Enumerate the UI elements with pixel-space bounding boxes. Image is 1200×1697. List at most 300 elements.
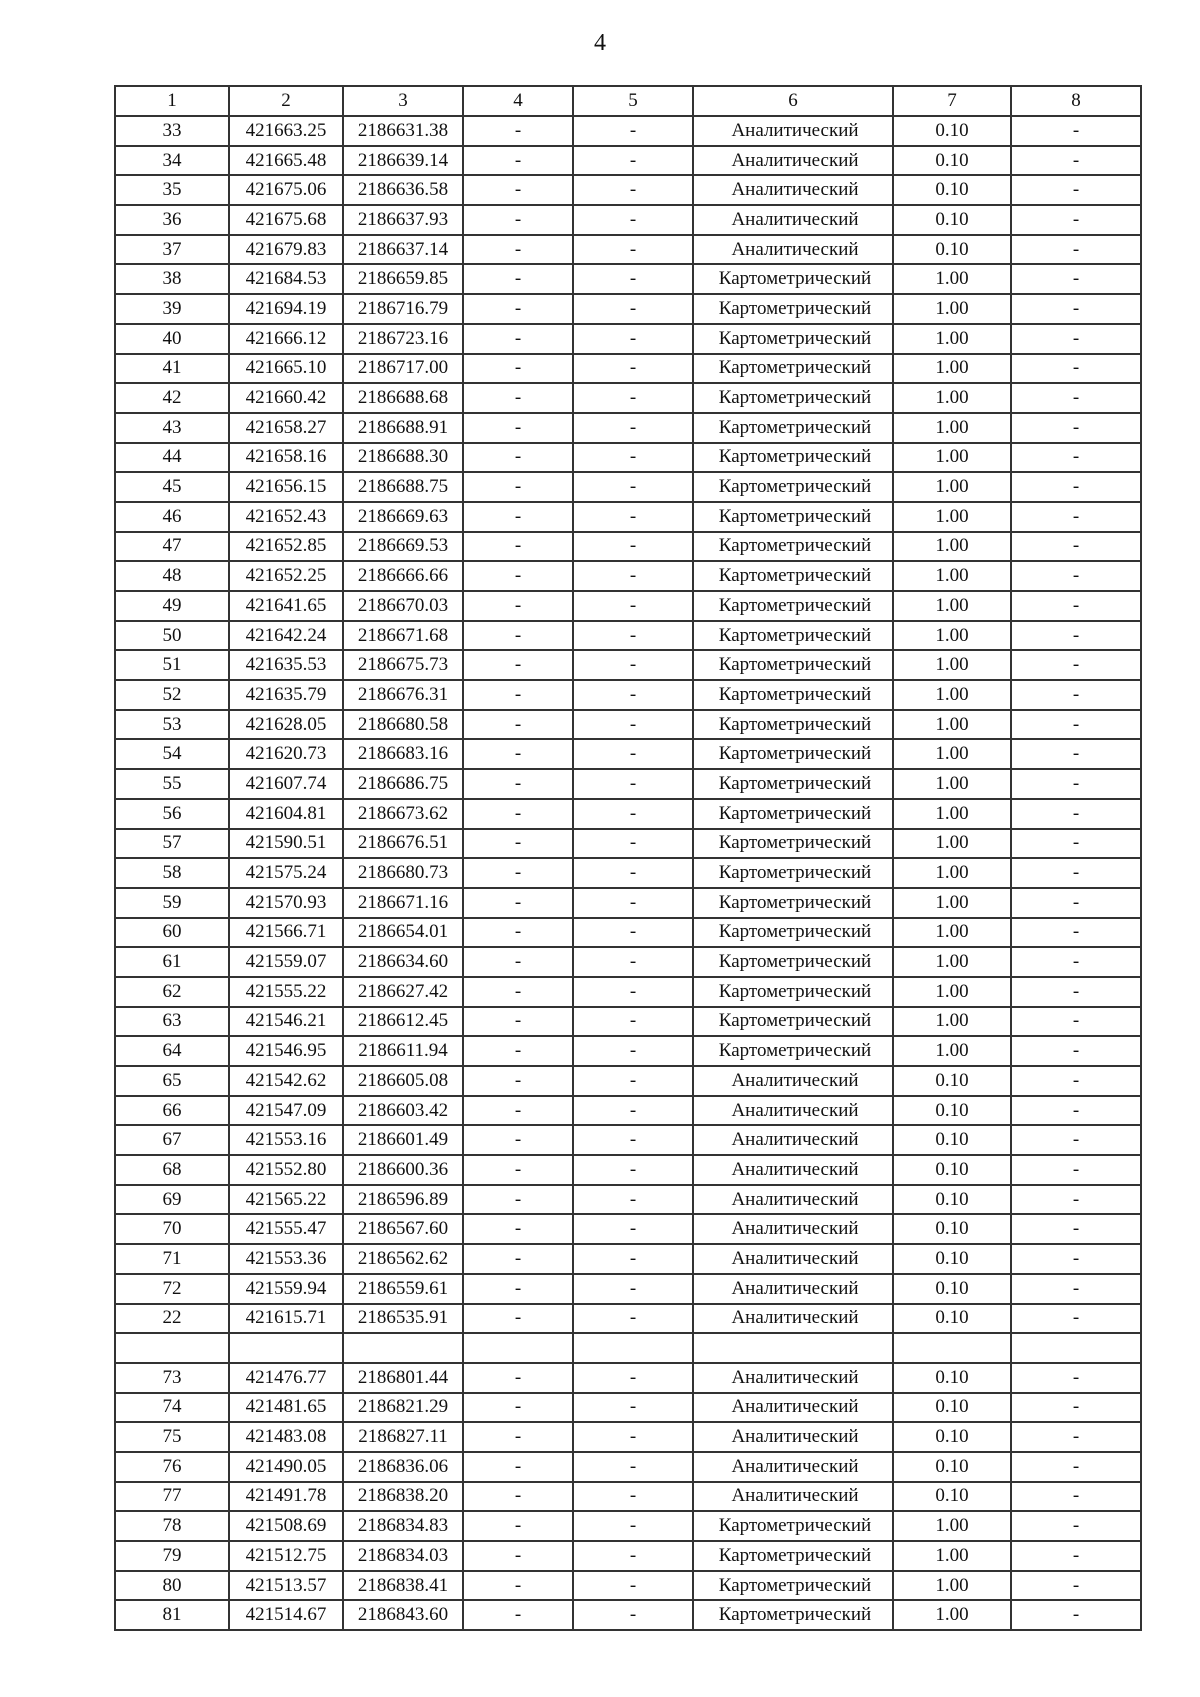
point-number-cell: 61 (115, 947, 229, 977)
accuracy-cell: 1.00 (893, 294, 1011, 324)
x-coordinate-cell: 421628.05 (229, 710, 343, 740)
table-row (115, 1244, 1141, 1274)
table-row (115, 1600, 1141, 1630)
point-number-cell: 77 (115, 1482, 229, 1512)
y-coordinate-cell: 2186562.62 (343, 1244, 463, 1274)
table-row (115, 1185, 1141, 1215)
accuracy-cell: 1.00 (893, 829, 1011, 859)
point-number-cell: 52 (115, 680, 229, 710)
y-coordinate-cell: 2186659.85 (343, 264, 463, 294)
col5-value-cell: - (573, 888, 693, 918)
col4-value-cell: - (463, 413, 573, 443)
y-coordinate-cell: 2186605.08 (343, 1066, 463, 1096)
y-coordinate-cell: 2186843.60 (343, 1600, 463, 1630)
col8-value-cell: - (1011, 1155, 1141, 1185)
table-row (115, 799, 1141, 829)
table-row (115, 977, 1141, 1007)
table-row (115, 235, 1141, 265)
method-cell: Аналитический (693, 1244, 893, 1274)
accuracy-cell: 1.00 (893, 264, 1011, 294)
col4-value-cell: - (463, 1511, 573, 1541)
accuracy-cell: 1.00 (893, 561, 1011, 591)
method-cell: Картометрический (693, 858, 893, 888)
col8-value-cell: - (1011, 354, 1141, 384)
point-number-cell: 64 (115, 1036, 229, 1066)
col8-value-cell: - (1011, 621, 1141, 651)
col5-value-cell: - (573, 829, 693, 859)
x-coordinate-cell: 421514.67 (229, 1600, 343, 1630)
method-cell: Аналитический (693, 1096, 893, 1126)
col8-value-cell: - (1011, 977, 1141, 1007)
accuracy-cell: 1.00 (893, 888, 1011, 918)
x-coordinate-cell: 421679.83 (229, 235, 343, 265)
point-number-cell: 41 (115, 354, 229, 384)
point-number-cell: 71 (115, 1244, 229, 1274)
table-row (115, 264, 1141, 294)
table-row (115, 1422, 1141, 1452)
col8-value-cell: - (1011, 383, 1141, 413)
table-row (115, 769, 1141, 799)
y-coordinate-cell: 2186535.91 (343, 1304, 463, 1334)
col4-value-cell: - (463, 1482, 573, 1512)
x-coordinate-cell: 421547.09 (229, 1096, 343, 1126)
table-row (115, 205, 1141, 235)
col4-value-cell: - (463, 1155, 573, 1185)
col5-value-cell: - (573, 591, 693, 621)
table-row (115, 1066, 1141, 1096)
x-coordinate-cell: 421565.22 (229, 1185, 343, 1215)
col4-value-cell: - (463, 502, 573, 532)
x-coordinate-cell: 421660.42 (229, 383, 343, 413)
col5-value-cell: - (573, 175, 693, 205)
col8-value-cell: - (1011, 413, 1141, 443)
col4-value-cell: - (463, 443, 573, 473)
point-number-cell: 76 (115, 1452, 229, 1482)
accuracy-cell: 0.10 (893, 116, 1011, 146)
y-coordinate-cell: 2186834.83 (343, 1511, 463, 1541)
col4-value-cell: - (463, 918, 573, 948)
method-cell: Картометрический (693, 710, 893, 740)
accuracy-cell: 0.10 (893, 1422, 1011, 1452)
x-coordinate-cell: 421642.24 (229, 621, 343, 651)
col4-value-cell: - (463, 1393, 573, 1423)
col8-value-cell: - (1011, 1214, 1141, 1244)
accuracy-cell: 0.10 (893, 1482, 1011, 1512)
method-cell: Картометрический (693, 739, 893, 769)
y-coordinate-cell: 2186683.16 (343, 739, 463, 769)
col5-value-cell: - (573, 413, 693, 443)
col4-value-cell: - (463, 1541, 573, 1571)
table-row (115, 383, 1141, 413)
col5-value-cell: - (573, 1155, 693, 1185)
y-coordinate-cell: 2186596.89 (343, 1185, 463, 1215)
method-cell: Аналитический (693, 1422, 893, 1452)
point-number-cell: 38 (115, 264, 229, 294)
x-coordinate-cell: 421607.74 (229, 769, 343, 799)
col5-value-cell: - (573, 769, 693, 799)
method-cell: Картометрический (693, 918, 893, 948)
point-number-cell: 51 (115, 650, 229, 680)
page-number: 4 (594, 30, 606, 56)
y-coordinate-cell: 2186688.91 (343, 413, 463, 443)
method-cell: Картометрический (693, 383, 893, 413)
point-number-cell: 75 (115, 1422, 229, 1452)
col8-value-cell: - (1011, 1244, 1141, 1274)
accuracy-cell: 0.10 (893, 1244, 1011, 1274)
point-number-cell: 74 (115, 1393, 229, 1423)
y-coordinate-cell: 2186567.60 (343, 1214, 463, 1244)
accuracy-cell: 0.10 (893, 1452, 1011, 1482)
y-coordinate-cell: 2186675.73 (343, 650, 463, 680)
y-coordinate-cell: 2186603.42 (343, 1096, 463, 1126)
point-number-cell: 34 (115, 146, 229, 176)
y-coordinate-cell: 2186680.73 (343, 858, 463, 888)
col8-value-cell: - (1011, 858, 1141, 888)
x-coordinate-cell: 421476.77 (229, 1363, 343, 1393)
col5-value-cell: - (573, 858, 693, 888)
accuracy-cell: 1.00 (893, 502, 1011, 532)
y-coordinate-cell: 2186676.31 (343, 680, 463, 710)
col5-value-cell: - (573, 146, 693, 176)
col4-value-cell: - (463, 472, 573, 502)
col4-value-cell: - (463, 947, 573, 977)
col8-value-cell: - (1011, 235, 1141, 265)
y-coordinate-cell: 2186688.75 (343, 472, 463, 502)
table-body (115, 116, 1141, 1630)
method-cell: Картометрический (693, 354, 893, 384)
method-cell: Картометрический (693, 532, 893, 562)
point-number-cell: 79 (115, 1541, 229, 1571)
accuracy-cell: 0.10 (893, 1185, 1011, 1215)
method-cell: Картометрический (693, 561, 893, 591)
table-row (115, 1482, 1141, 1512)
col8-value-cell: - (1011, 591, 1141, 621)
accuracy-cell: 1.00 (893, 354, 1011, 384)
accuracy-cell: 1.00 (893, 1007, 1011, 1037)
x-coordinate-cell: 421542.62 (229, 1066, 343, 1096)
col5-value-cell: - (573, 1482, 693, 1512)
point-number-cell: 56 (115, 799, 229, 829)
y-coordinate-cell: 2186716.79 (343, 294, 463, 324)
y-coordinate-cell: 2186723.16 (343, 324, 463, 354)
header-cell: 7 (893, 86, 1011, 116)
method-cell: Картометрический (693, 1600, 893, 1630)
col4-value-cell: - (463, 1125, 573, 1155)
y-coordinate-cell: 2186669.63 (343, 502, 463, 532)
col5-value-cell: - (573, 799, 693, 829)
point-number-cell: 65 (115, 1066, 229, 1096)
method-cell: Картометрический (693, 1571, 893, 1601)
col4-value-cell: - (463, 1244, 573, 1274)
col8-value-cell: - (1011, 532, 1141, 562)
y-coordinate-cell: 2186559.61 (343, 1274, 463, 1304)
point-number-cell: 36 (115, 205, 229, 235)
x-coordinate-cell: 421570.93 (229, 888, 343, 918)
accuracy-cell: 1.00 (893, 650, 1011, 680)
col8-value-cell: - (1011, 1600, 1141, 1630)
x-coordinate-cell: 421546.95 (229, 1036, 343, 1066)
point-number-cell: 50 (115, 621, 229, 651)
table-row (115, 1333, 1141, 1363)
col8-value-cell: - (1011, 146, 1141, 176)
x-coordinate-cell: 421694.19 (229, 294, 343, 324)
y-coordinate-cell: 2186671.68 (343, 621, 463, 651)
coordinates-table (114, 85, 1142, 1631)
col5-value-cell: - (573, 1274, 693, 1304)
table-row (115, 1511, 1141, 1541)
col4-value-cell: - (463, 769, 573, 799)
table-row (115, 472, 1141, 502)
col4-value-cell: - (463, 146, 573, 176)
col4-value-cell: - (463, 1422, 573, 1452)
method-cell: Картометрический (693, 650, 893, 680)
point-number-cell: 57 (115, 829, 229, 859)
point-number-cell: 69 (115, 1185, 229, 1215)
y-coordinate-cell: 2186680.58 (343, 710, 463, 740)
y-coordinate-cell: 2186838.41 (343, 1571, 463, 1601)
point-number-cell: 78 (115, 1511, 229, 1541)
accuracy-cell: 0.10 (893, 1066, 1011, 1096)
table-row (115, 591, 1141, 621)
y-coordinate-cell: 2186821.29 (343, 1393, 463, 1423)
accuracy-cell: 1.00 (893, 591, 1011, 621)
col4-value-cell: - (463, 324, 573, 354)
accuracy-cell: 0.10 (893, 1214, 1011, 1244)
table-header-row (115, 86, 1141, 116)
method-cell: Картометрический (693, 591, 893, 621)
accuracy-cell: 1.00 (893, 799, 1011, 829)
accuracy-cell: 1.00 (893, 1036, 1011, 1066)
method-cell: Аналитический (693, 116, 893, 146)
table-row (115, 1571, 1141, 1601)
x-coordinate-cell (229, 1333, 343, 1363)
col8-value-cell: - (1011, 1274, 1141, 1304)
method-cell: Картометрический (693, 264, 893, 294)
y-coordinate-cell: 2186717.00 (343, 354, 463, 384)
table-row (115, 1036, 1141, 1066)
x-coordinate-cell: 421575.24 (229, 858, 343, 888)
x-coordinate-cell: 421652.43 (229, 502, 343, 532)
col8-value-cell: - (1011, 1066, 1141, 1096)
accuracy-cell: 0.10 (893, 1304, 1011, 1334)
method-cell: Аналитический (693, 175, 893, 205)
method-cell: Аналитический (693, 1066, 893, 1096)
table-row (115, 1393, 1141, 1423)
col8-value-cell: - (1011, 205, 1141, 235)
y-coordinate-cell: 2186627.42 (343, 977, 463, 1007)
col5-value-cell: - (573, 1452, 693, 1482)
col4-value-cell: - (463, 1363, 573, 1393)
col5-value-cell: - (573, 1393, 693, 1423)
method-cell: Картометрический (693, 413, 893, 443)
col4-value-cell: - (463, 116, 573, 146)
col8-value-cell: - (1011, 1007, 1141, 1037)
accuracy-cell (893, 1333, 1011, 1363)
accuracy-cell: 1.00 (893, 383, 1011, 413)
y-coordinate-cell (343, 1333, 463, 1363)
col4-value-cell: - (463, 739, 573, 769)
col4-value-cell: - (463, 175, 573, 205)
point-number-cell: 55 (115, 769, 229, 799)
point-number-cell: 43 (115, 413, 229, 443)
table-row (115, 858, 1141, 888)
point-number-cell: 46 (115, 502, 229, 532)
accuracy-cell: 1.00 (893, 739, 1011, 769)
col8-value-cell: - (1011, 1125, 1141, 1155)
col4-value-cell: - (463, 977, 573, 1007)
col4-value-cell: - (463, 829, 573, 859)
accuracy-cell: 0.10 (893, 1393, 1011, 1423)
point-number-cell: 22 (115, 1304, 229, 1334)
point-number-cell: 35 (115, 175, 229, 205)
x-coordinate-cell: 421552.80 (229, 1155, 343, 1185)
col8-value-cell: - (1011, 1452, 1141, 1482)
col4-value-cell: - (463, 354, 573, 384)
col5-value-cell (573, 1333, 693, 1363)
y-coordinate-cell: 2186666.66 (343, 561, 463, 591)
col5-value-cell: - (573, 1096, 693, 1126)
col5-value-cell: - (573, 294, 693, 324)
x-coordinate-cell: 421513.57 (229, 1571, 343, 1601)
table-row (115, 947, 1141, 977)
point-number-cell: 48 (115, 561, 229, 591)
accuracy-cell: 0.10 (893, 1125, 1011, 1155)
point-number-cell: 58 (115, 858, 229, 888)
point-number-cell: 54 (115, 739, 229, 769)
x-coordinate-cell: 421615.71 (229, 1304, 343, 1334)
x-coordinate-cell: 421491.78 (229, 1482, 343, 1512)
accuracy-cell: 1.00 (893, 769, 1011, 799)
table-row (115, 502, 1141, 532)
accuracy-cell: 1.00 (893, 710, 1011, 740)
col5-value-cell: - (573, 1244, 693, 1274)
x-coordinate-cell: 421559.07 (229, 947, 343, 977)
col4-value-cell: - (463, 591, 573, 621)
point-number-cell: 59 (115, 888, 229, 918)
table-row (115, 413, 1141, 443)
x-coordinate-cell: 421566.71 (229, 918, 343, 948)
table-row (115, 1007, 1141, 1037)
col8-value-cell: - (1011, 1393, 1141, 1423)
col5-value-cell: - (573, 1363, 693, 1393)
point-number-cell: 47 (115, 532, 229, 562)
col5-value-cell: - (573, 977, 693, 1007)
method-cell: Аналитический (693, 205, 893, 235)
col5-value-cell: - (573, 383, 693, 413)
accuracy-cell: 0.10 (893, 175, 1011, 205)
col8-value-cell: - (1011, 175, 1141, 205)
table-row (115, 561, 1141, 591)
col4-value-cell: - (463, 858, 573, 888)
table-row (115, 621, 1141, 651)
table-row (115, 888, 1141, 918)
point-number-cell: 53 (115, 710, 229, 740)
col4-value-cell: - (463, 264, 573, 294)
x-coordinate-cell: 421684.53 (229, 264, 343, 294)
table-row (115, 710, 1141, 740)
table-row (115, 1304, 1141, 1334)
point-number-cell: 45 (115, 472, 229, 502)
col5-value-cell: - (573, 1185, 693, 1215)
col4-value-cell: - (463, 799, 573, 829)
x-coordinate-cell: 421483.08 (229, 1422, 343, 1452)
table-row (115, 829, 1141, 859)
x-coordinate-cell: 421635.79 (229, 680, 343, 710)
x-coordinate-cell: 421512.75 (229, 1541, 343, 1571)
x-coordinate-cell: 421658.27 (229, 413, 343, 443)
point-number-cell: 67 (115, 1125, 229, 1155)
col8-value-cell: - (1011, 680, 1141, 710)
col5-value-cell: - (573, 561, 693, 591)
col8-value-cell (1011, 1333, 1141, 1363)
y-coordinate-cell: 2186612.45 (343, 1007, 463, 1037)
point-number-cell: 39 (115, 294, 229, 324)
col8-value-cell: - (1011, 264, 1141, 294)
col4-value-cell (463, 1333, 573, 1363)
col4-value-cell: - (463, 1066, 573, 1096)
col8-value-cell: - (1011, 799, 1141, 829)
col5-value-cell: - (573, 680, 693, 710)
accuracy-cell: 1.00 (893, 947, 1011, 977)
point-number-cell: 40 (115, 324, 229, 354)
method-cell: Картометрический (693, 621, 893, 651)
table-row (115, 1096, 1141, 1126)
col5-value-cell: - (573, 739, 693, 769)
col8-value-cell: - (1011, 324, 1141, 354)
accuracy-cell: 1.00 (893, 1600, 1011, 1630)
col8-value-cell: - (1011, 739, 1141, 769)
x-coordinate-cell: 421508.69 (229, 1511, 343, 1541)
col4-value-cell: - (463, 1096, 573, 1126)
col4-value-cell: - (463, 383, 573, 413)
x-coordinate-cell: 421481.65 (229, 1393, 343, 1423)
x-coordinate-cell: 421555.22 (229, 977, 343, 1007)
point-number-cell: 81 (115, 1600, 229, 1630)
x-coordinate-cell: 421652.25 (229, 561, 343, 591)
method-cell: Картометрический (693, 1036, 893, 1066)
col4-value-cell: - (463, 1571, 573, 1601)
point-number-cell: 49 (115, 591, 229, 621)
x-coordinate-cell: 421635.53 (229, 650, 343, 680)
method-cell: Аналитический (693, 146, 893, 176)
col5-value-cell: - (573, 1007, 693, 1037)
accuracy-cell: 1.00 (893, 918, 1011, 948)
point-number-cell: 63 (115, 1007, 229, 1037)
method-cell: Картометрический (693, 680, 893, 710)
col8-value-cell: - (1011, 1363, 1141, 1393)
accuracy-cell: 1.00 (893, 443, 1011, 473)
point-number-cell: 37 (115, 235, 229, 265)
x-coordinate-cell: 421658.16 (229, 443, 343, 473)
y-coordinate-cell: 2186600.36 (343, 1155, 463, 1185)
method-cell: Картометрический (693, 947, 893, 977)
col4-value-cell: - (463, 710, 573, 740)
col5-value-cell: - (573, 1422, 693, 1452)
col5-value-cell: - (573, 710, 693, 740)
y-coordinate-cell: 2186838.20 (343, 1482, 463, 1512)
col4-value-cell: - (463, 1007, 573, 1037)
table-row (115, 294, 1141, 324)
table-row (115, 175, 1141, 205)
point-number-cell: 62 (115, 977, 229, 1007)
method-cell: Аналитический (693, 1304, 893, 1334)
x-coordinate-cell: 421546.21 (229, 1007, 343, 1037)
method-cell: Аналитический (693, 1185, 893, 1215)
header-cell: 6 (693, 86, 893, 116)
header-cell: 1 (115, 86, 229, 116)
table-row (115, 680, 1141, 710)
col8-value-cell: - (1011, 1422, 1141, 1452)
